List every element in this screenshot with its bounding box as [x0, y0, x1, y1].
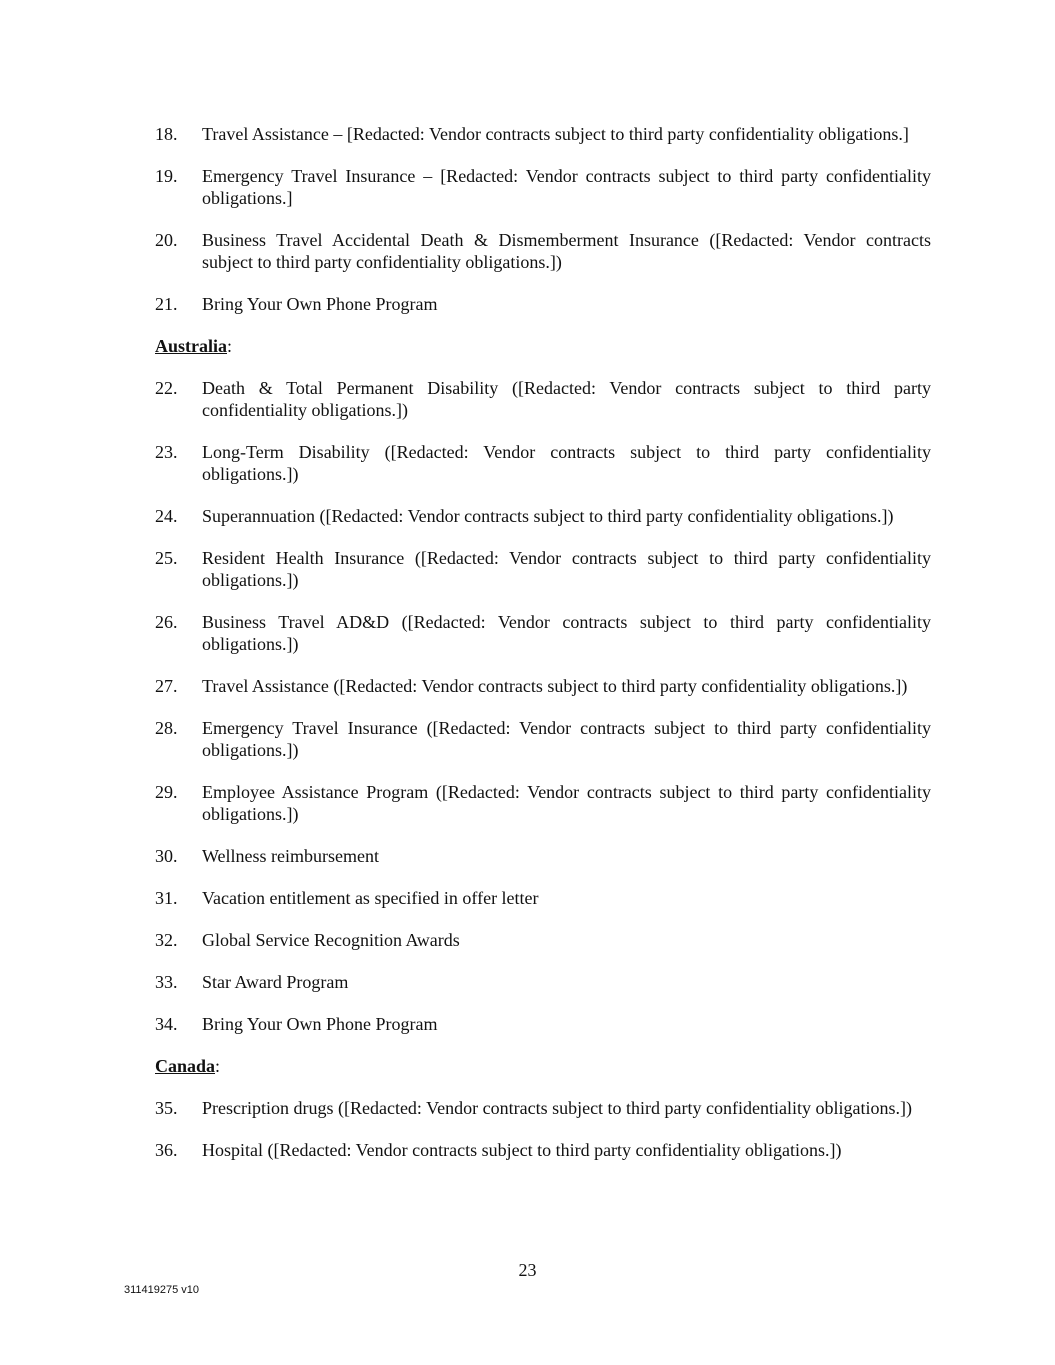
section-heading — [155, 335, 931, 357]
list-item-number: 36. — [155, 1140, 178, 1160]
list-item-number: 30. — [155, 846, 178, 866]
section-heading — [155, 1055, 931, 1077]
list-item-number: 29. — [155, 782, 178, 802]
list-item-text: Business Travel Accidental Death & Dismemberment Insurance ([Redacted: Vendor contracts subject to third party confidentiality obligations.]) — [202, 230, 931, 272]
list-item-number: 22. — [155, 378, 178, 398]
list-item — [155, 123, 931, 145]
list-item — [155, 929, 931, 951]
list-item — [155, 611, 931, 655]
list-item-number: 31. — [155, 888, 178, 908]
list-item — [155, 229, 931, 273]
section-heading-colon: : — [215, 1056, 221, 1076]
list-item-text: Star Award Program — [202, 972, 349, 992]
list-item-number: 26. — [155, 612, 178, 632]
list-item-text: Death & Total Permanent Disability ([Redacted: Vendor contracts subject to third party confidentiality obligations.]) — [202, 378, 931, 420]
list-item-text: Wellness reimbursement — [202, 846, 380, 866]
list-item-number: 35. — [155, 1098, 178, 1118]
list-item-number: 27. — [155, 676, 178, 696]
list-item — [155, 547, 931, 591]
list-item — [155, 1013, 931, 1035]
list-item — [155, 845, 931, 867]
list-item — [155, 505, 931, 527]
list-item-text: Bring Your Own Phone Program — [202, 294, 438, 314]
list-item — [155, 1139, 931, 1161]
page-number: 23 — [518, 1260, 537, 1280]
list-item — [155, 441, 931, 485]
document-id: 311419275 v10 — [124, 1284, 200, 1296]
list-item-text: Emergency Travel Insurance – [Redacted: Vendor contracts subject to third party confidentiality obligations.] — [202, 166, 931, 208]
list-item — [155, 293, 931, 315]
list-item-text: Emergency Travel Insurance ([Redacted: Vendor contracts subject to third party confidentiality obligations.]) — [202, 718, 931, 760]
list-item-number: 24. — [155, 506, 178, 526]
list-item-number: 25. — [155, 548, 178, 568]
list-item-number: 33. — [155, 972, 178, 992]
list-item-text: Bring Your Own Phone Program — [202, 1014, 438, 1034]
list-item-text: Hospital ([Redacted: Vendor contracts subject to third party confidentiality obligations.]) — [202, 1140, 842, 1160]
list-item-number: 20. — [155, 230, 178, 250]
section-heading-colon: : — [227, 336, 233, 356]
list-item-number: 21. — [155, 294, 178, 314]
list-item-number: 18. — [155, 124, 178, 144]
list-item — [155, 377, 931, 421]
list-item — [155, 781, 931, 825]
document-body — [155, 123, 931, 1181]
list-item — [155, 165, 931, 209]
list-item-number: 32. — [155, 930, 178, 950]
list-item-text: Prescription drugs ([Redacted: Vendor contracts subject to third party confidentiality obligations.]) — [202, 1098, 912, 1118]
list-item-text: Travel Assistance ([Redacted: Vendor contracts subject to third party confidentiality obligations.]) — [202, 676, 908, 696]
list-item-text: Employee Assistance Program ([Redacted: Vendor contracts subject to third party confidentiality obligations.]) — [202, 782, 931, 824]
list-item-text: Resident Health Insurance ([Redacted: Vendor contracts subject to third party confidentiality obligations.]) — [202, 548, 931, 590]
list-item-text: Long-Term Disability ([Redacted: Vendor contracts subject to third party confidentiality obligations.]) — [202, 442, 931, 484]
list-item — [155, 675, 931, 697]
section-heading-text: Canada — [155, 1056, 216, 1076]
list-item — [155, 1097, 931, 1119]
section-heading-text: Australia — [155, 336, 227, 356]
list-item — [155, 887, 931, 909]
list-item-text: Business Travel AD&D ([Redacted: Vendor contracts subject to third party confidentiality obligations.]) — [202, 612, 931, 654]
list-item-text: Global Service Recognition Awards — [202, 930, 460, 950]
list-item-text: Superannuation ([Redacted: Vendor contracts subject to third party confidentiality obligations.]) — [202, 506, 894, 526]
list-item — [155, 971, 931, 993]
list-item-number: 23. — [155, 442, 178, 462]
list-item — [155, 717, 931, 761]
list-item-number: 34. — [155, 1014, 178, 1034]
list-item-text: Travel Assistance – [Redacted: Vendor contracts subject to third party confidentiality obligations.] — [202, 124, 909, 144]
list-item-text: Vacation entitlement as specified in offer letter — [202, 888, 539, 908]
list-item-number: 28. — [155, 718, 178, 738]
list-item-number: 19. — [155, 166, 178, 186]
